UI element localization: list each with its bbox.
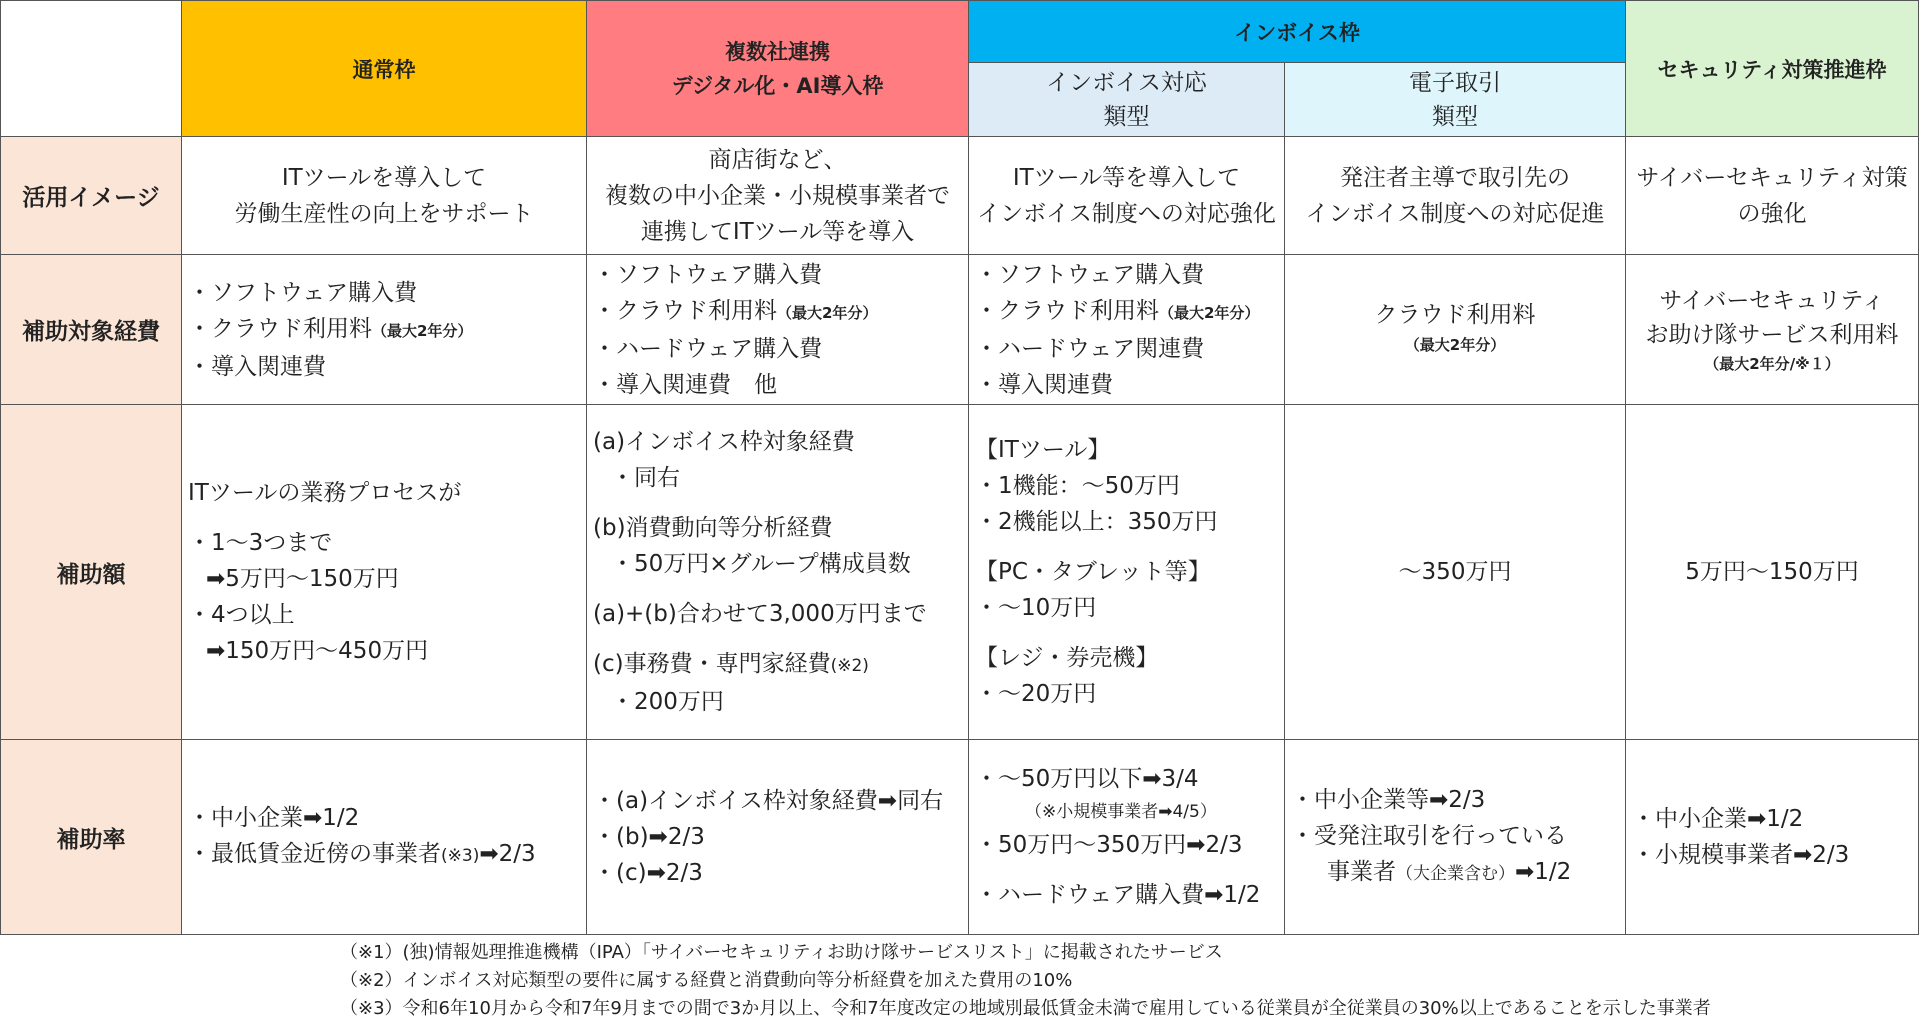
amount-multi: (a)インボイス枠対象経費 ・同右 (b)消費動向等分析経費 ・50万円×グループ構成員数 (a)+(b)合わせて3,000万円まで (c)事務費・専門家経費(※2) ・200万円 bbox=[587, 405, 969, 740]
header-invoice-type-b: 電子取引 類型 bbox=[1285, 63, 1626, 137]
rate-multi: ・(a)インボイス枠対象経費➡同右 ・(b)➡2/3 ・(c)➡2/3 bbox=[587, 740, 969, 935]
footnote-1: （※1）(独)情報処理推進機構（IPA）「サイバーセキュリティお助け隊サービスリスト」に掲載されたサービス bbox=[340, 942, 1223, 963]
header-multi: 複数社連携 デジタル化・AI導入枠 bbox=[587, 0, 969, 137]
row-label-rate: 補助率 bbox=[0, 740, 182, 935]
footnote-3: （※3）令和6年10月から令和7年9月までの間で3か月以上、令和7年度改定の地域別最低賃金未満で雇用している従業員が全従業員の30%以上であることを示した事業者 bbox=[340, 998, 1711, 1019]
usage-invoice-a: ITツール等を導入して インボイス制度への対応強化 bbox=[969, 137, 1285, 255]
row-label-expenses: 補助対象経費 bbox=[0, 255, 182, 405]
amount-security: 5万円～150万円 bbox=[1626, 405, 1919, 740]
usage-multi: 商店街など、 複数の中小企業・小規模事業者で 連携してITツール等を導入 bbox=[587, 137, 969, 255]
expenses-normal: ・ソフトウェア購入費 ・クラウド利用料（最大2年分） ・導入関連費 bbox=[182, 255, 587, 405]
row-label-usage: 活用イメージ bbox=[0, 137, 182, 255]
amount-invoice-a: 【ITツール】 ・1機能：～50万円 ・2機能以上：350万円 【PC・タブレット等】 ・～10万円 【レジ・券売機】 ・～20万円 bbox=[969, 405, 1285, 740]
expenses-multi: ・ソフトウェア購入費 ・クラウド利用料（最大2年分） ・ハードウェア購入費 ・導入関連費 他 bbox=[587, 255, 969, 405]
expenses-invoice-b: クラウド利用料 （最大2年分） bbox=[1285, 255, 1626, 405]
header-invoice-type-a: インボイス対応 類型 bbox=[969, 63, 1285, 137]
expenses-security: サイバーセキュリティ お助け隊サービス利用料 （最大2年分/※１） bbox=[1626, 255, 1919, 405]
corner-cell bbox=[0, 0, 182, 137]
rate-invoice-b: ・中小企業等➡2/3 ・受発注取引を行っている 事業者（大企業含む）➡1/2 bbox=[1285, 740, 1626, 935]
row-label-amount: 補助額 bbox=[0, 405, 182, 740]
rate-normal: ・中小企業➡1/2 ・最低賃金近傍の事業者(※3)➡2/3 bbox=[182, 740, 587, 935]
header-security: セキュリティ対策推進枠 bbox=[1626, 0, 1919, 137]
usage-normal: ITツールを導入して 労働生産性の向上をサポート bbox=[182, 137, 587, 255]
amount-normal: ITツールの業務プロセスが ・1～3つまで ➡5万円～150万円 ・4つ以上 ➡150万円～450万円 bbox=[182, 405, 587, 740]
rate-invoice-a: ・～50万円以下➡3/4 （※小規模事業者➡4/5） ・50万円～350万円➡2/3 ・ハードウェア購入費➡1/2 bbox=[969, 740, 1285, 935]
rate-security: ・中小企業➡1/2 ・小規模事業者➡2/3 bbox=[1626, 740, 1919, 935]
header-invoice: インボイス枠 bbox=[969, 0, 1626, 63]
amount-invoice-b: ～350万円 bbox=[1285, 405, 1626, 740]
usage-security: サイバーセキュリティ対策 の強化 bbox=[1626, 137, 1919, 255]
footnote-2: （※2）インボイス対応類型の要件に属する経費と消費動向等分析経費を加えた費用の10% bbox=[340, 970, 1073, 991]
usage-invoice-b: 発注者主導で取引先の インボイス制度への対応促進 bbox=[1285, 137, 1626, 255]
expenses-invoice-a: ・ソフトウェア購入費 ・クラウド利用料（最大2年分） ・ハードウェア関連費 ・導入関連費 bbox=[969, 255, 1285, 405]
header-normal: 通常枠 bbox=[182, 0, 587, 137]
